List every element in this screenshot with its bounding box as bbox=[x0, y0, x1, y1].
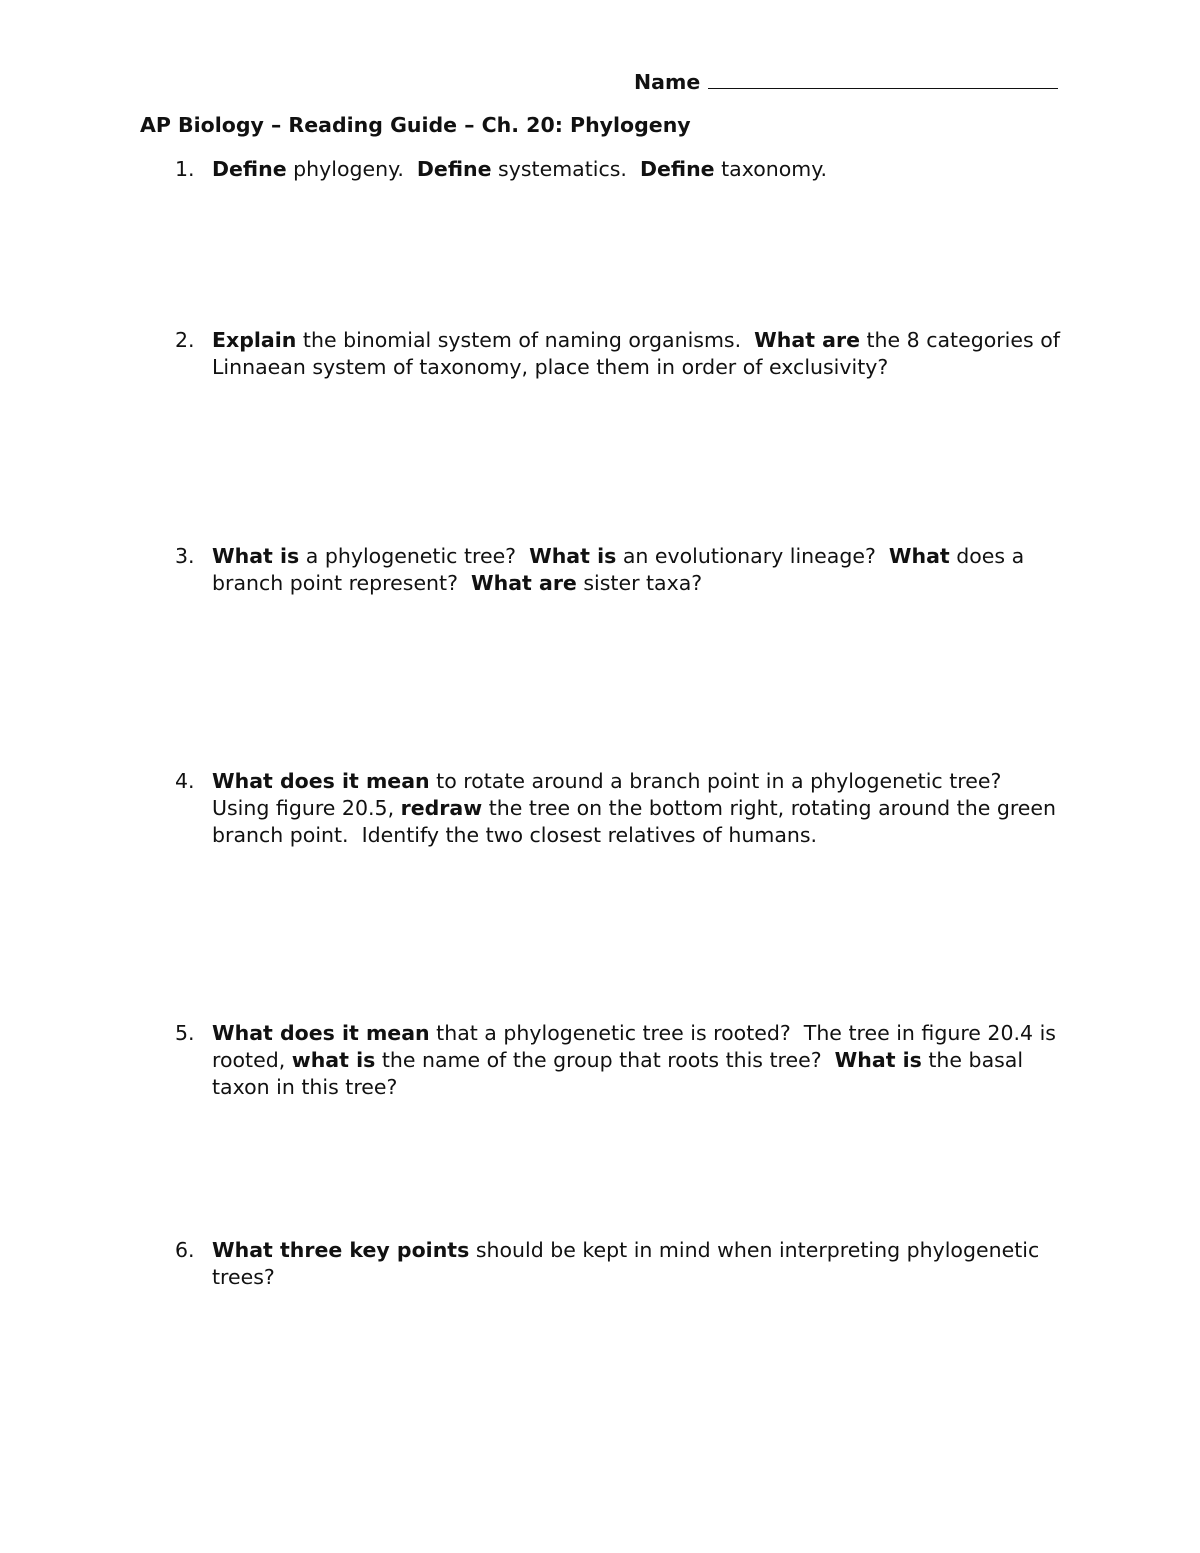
question-segment: that a phylogenetic tree is rooted? The tree in figure 20.4 is rooted, bbox=[212, 1021, 1063, 1072]
name-blank-line[interactable] bbox=[708, 68, 1058, 89]
question-3 bbox=[140, 543, 1070, 597]
question-segment: the 8 categories of Linnaean system of taxonomy, place them in order of exclusivity? bbox=[212, 328, 1067, 379]
question-keyword: What does it mean bbox=[212, 769, 430, 793]
question-text bbox=[212, 156, 1062, 183]
question-segment: systematics. bbox=[491, 157, 640, 181]
question-4 bbox=[140, 768, 1070, 849]
question-1 bbox=[140, 156, 1070, 183]
question-keyword: What are bbox=[754, 328, 860, 352]
name-field bbox=[634, 68, 1064, 96]
question-text bbox=[212, 768, 1062, 849]
question-keyword: Define bbox=[639, 157, 715, 181]
question-keyword: Explain bbox=[212, 328, 297, 352]
question-keyword: what is bbox=[291, 1048, 376, 1072]
question-segment: should be kept in mind when interpreting phylogenetic trees? bbox=[212, 1238, 1046, 1289]
question-keyword: Define bbox=[416, 157, 492, 181]
question-number: 5. bbox=[175, 1021, 195, 1045]
question-keyword: What are bbox=[471, 571, 577, 595]
question-5 bbox=[140, 1020, 1070, 1101]
question-6 bbox=[140, 1237, 1070, 1291]
question-keyword: redraw bbox=[400, 796, 483, 820]
question-text bbox=[212, 1020, 1062, 1101]
question-keyword: What is bbox=[834, 1048, 922, 1072]
question-number: 1. bbox=[175, 157, 195, 181]
question-text bbox=[212, 1237, 1062, 1291]
question-segment: the tree on the bottom right, rotating around the green branch point. Identify the two closest relatives of humans. bbox=[212, 796, 1063, 847]
question-keyword: What is bbox=[212, 544, 300, 568]
question-segment: does a branch point represent? bbox=[212, 544, 1031, 595]
question-segment: to rotate around a branch point in a phylogenetic tree? Using figure 20.5, bbox=[212, 769, 1015, 820]
question-segment: an evolutionary lineage? bbox=[616, 544, 889, 568]
question-keyword: What three key points bbox=[212, 1238, 470, 1262]
question-segment: a phylogenetic tree? bbox=[299, 544, 530, 568]
question-text bbox=[212, 543, 1062, 597]
question-2 bbox=[140, 327, 1070, 381]
question-keyword: Define bbox=[212, 157, 287, 181]
question-segment: the name of the group that roots this tree? bbox=[375, 1048, 835, 1072]
question-number: 4. bbox=[175, 769, 195, 793]
question-segment: the binomial system of naming organisms. bbox=[296, 328, 755, 352]
question-keyword: What does it mean bbox=[212, 1021, 430, 1045]
question-keyword: What bbox=[888, 544, 950, 568]
question-segment: the basal taxon in this tree? bbox=[212, 1048, 1030, 1099]
question-number: 6. bbox=[175, 1238, 195, 1262]
question-segment: sister taxa? bbox=[576, 571, 703, 595]
question-segment: phylogeny. bbox=[286, 157, 417, 181]
name-label: Name bbox=[634, 70, 701, 94]
question-number: 3. bbox=[175, 544, 195, 568]
question-number: 2. bbox=[175, 328, 195, 352]
question-text bbox=[212, 327, 1067, 381]
question-keyword: What is bbox=[529, 544, 617, 568]
question-segment: taxonomy. bbox=[714, 157, 827, 181]
page-title: AP Biology – Reading Guide – Ch. 20: Phylogeny bbox=[140, 113, 691, 137]
